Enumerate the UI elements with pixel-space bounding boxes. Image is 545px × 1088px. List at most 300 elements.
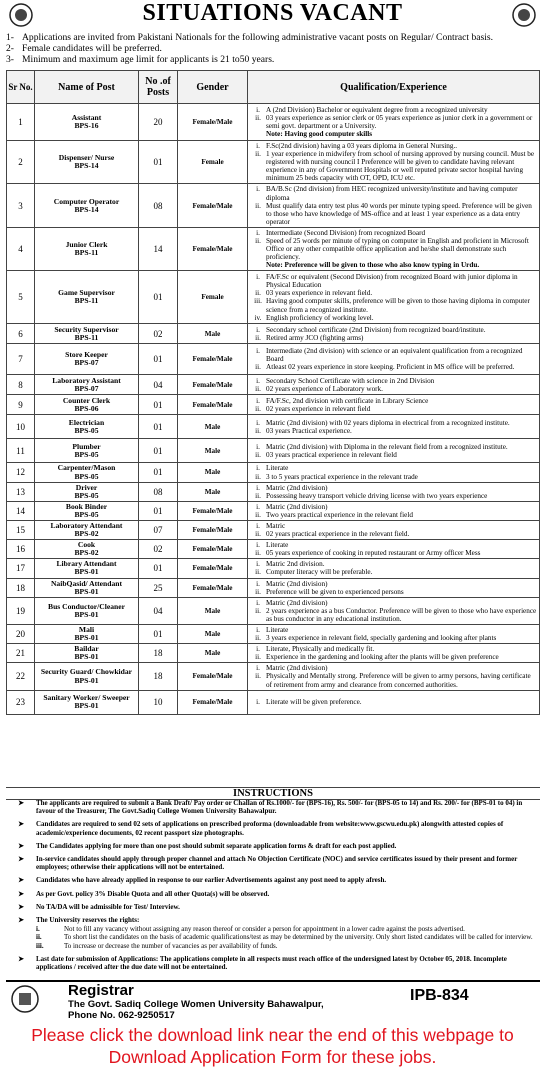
table-row [7,644,540,663]
post-count: 01 [139,344,178,375]
post-title: Junior Clerk [65,240,108,250]
sr-number: 9 [7,395,35,415]
post-count: 01 [139,501,178,520]
gender: Female/Male [178,501,248,520]
download-note: Please click the download link near the end of this webpage to Download Application Form for these jobs. [31,1025,514,1067]
post-name [35,463,139,482]
sr-number: 11 [7,439,35,463]
post-name [35,395,139,415]
post-bps: BPS-14 [74,204,99,214]
instruction-item [6,890,540,898]
post-count: 20 [139,104,178,141]
qualification-text: FA/F.Sc or equivalent (Second Division) from recognized Board with junior diploma in Physical Education [266,273,518,290]
arrow-icon: ➤ [18,954,24,963]
post-bps: BPS-05 [74,471,99,481]
post-title: Laboratory Assistant [52,375,121,385]
qualification-number: iv. [254,313,262,322]
qualification-text: A (2nd Division) Bachelor or equivalent degree from a recognized university [266,105,488,114]
table-row [7,395,540,415]
gender: Female/Male [178,663,248,690]
qualification [248,104,540,141]
qualification-text: Literate [266,626,289,634]
qualification-item [250,289,537,297]
sr-number: 17 [7,559,35,578]
qualification [248,625,540,644]
post-count: 18 [139,644,178,663]
instruction-text: Last date for submission of Applications: The applications complete in all respects must reach office of the undersigned latest by October 05, 2018. Incomplete applications / received after the due date will not be entertained. [36,954,507,972]
qualification-text: Computer literacy will be preferable. [266,568,373,577]
qualification-number: ii. [255,201,261,210]
qualification-number: ii. [255,549,261,558]
qualification-text: Matric (2nd division) [266,579,328,588]
post-name [35,227,139,270]
qualification-text: F.Sc(2nd division) having a 03 years diploma in General Nursing.. [266,142,458,150]
instruction-item [6,820,540,836]
qualification-number: i. [256,376,260,385]
post-title: Assistant [71,112,102,122]
qualification-number: i. [256,325,260,334]
right-text: To increase or decrease the number of vacancies as per availability of funds. [64,941,278,950]
qualification-item [250,607,537,623]
gender: Female/Male [178,184,248,227]
instruction-item [6,916,540,924]
gender: Female/Male [178,520,248,539]
qualification-item [250,541,537,549]
qualification-number: ii. [255,653,261,662]
post-name [35,415,139,439]
qualification-text: 03 years practical experience in relevant field [266,450,397,459]
col-header-post: Name of Post [35,71,139,104]
qualification-item [250,492,537,500]
post-count: 07 [139,520,178,539]
post-count: 08 [139,184,178,227]
col-header-sr: Sr No. [7,71,35,104]
post-count: 01 [139,439,178,463]
post-name [35,439,139,463]
phone-number: Phone No. 062-9250517 [68,1010,175,1021]
qualification-text: 1 year experience in midwifery from school of nursing approved by nursing council. Must be registered with nursing council I Preference will be given to candidate having relevant experience in any of Government Hospitals or well reputed private sector hospital having minimum 25 beds capacity with OT, OPD, ICU etc. [266,150,535,183]
instruction-item [6,799,540,815]
intro-item [6,32,540,43]
instruction-item [6,876,540,884]
qualification-text: Matric (2nd division) with Diploma in the relevant field from a recognized institute. [266,442,508,451]
post-title: Counter Clerk [62,395,111,405]
gender: Female/Male [178,540,248,559]
qualification [248,141,540,184]
post-count: 02 [139,540,178,559]
qualification-number: i. [256,142,260,150]
qualification-text: Must qualify data entry test plus 40 words per minute typing speed. Preference will be given to those who have knowledge of MS-office and at least 1 year experience as a data entry operator [266,201,532,226]
sr-number: 4 [7,227,35,270]
post-bps: BPS-01 [74,652,99,662]
col-header-gender: Gender [178,71,248,104]
qualification-text: BA/B.Sc (2nd division) from HEC recognized university/institute and having computer diploma [266,185,518,202]
sr-number: 7 [7,344,35,375]
arrow-icon: ➤ [18,820,24,829]
qualification-number: i. [256,185,260,194]
table-row [7,501,540,520]
post-bps: BPS-14 [74,161,99,171]
gender: Male [178,463,248,482]
right-text: Not to fill any vacancy without assigning any reason thereof or consider a person for appointment in a lower cadre against the posts advertised. [64,925,465,934]
table-row [7,663,540,690]
gender: Female [178,271,248,324]
qualification-item [250,377,537,385]
post-name [35,141,139,184]
qualification-text: Retired army JCO (fighting arms) [266,333,364,342]
post-bps: BPS-11 [74,296,99,306]
qualification-item [250,549,537,557]
right-number: iii. [36,941,44,950]
qualification-item [250,106,537,114]
qualification-item [250,229,537,237]
qualification-number: i. [256,483,260,492]
qualification-text: Experience in the gardening and looking after the plants will be given preference [266,653,499,662]
qualification-number: i. [256,228,260,237]
qualification [248,663,540,690]
qualification-number: i. [256,541,260,550]
qualification [248,344,540,375]
post-title: Electrician [68,417,105,427]
qualification-note: Note: Having good computer skills [266,130,373,139]
qualification-number: i. [256,464,260,473]
intro-number: 2- [6,43,14,55]
post-name [35,644,139,663]
qualification-number: i. [256,273,260,282]
right-text: To short list the candidates on the basis of academic qualifications/test as may be determined by the university. Only short listed candidates will be called for interview. [64,933,533,942]
post-bps: BPS-01 [74,609,99,619]
post-title: Sanitary Worker/ Sweeper [43,693,130,703]
qualification-text: Physically and Mentally strong. Preference will be given to army persons, having certificate of retirement from army and clearance from concerned authorities. [266,672,531,689]
qualification-number: ii. [255,333,261,342]
sr-number: 14 [7,501,35,520]
qualification-number: i. [256,105,260,114]
table-row [7,520,540,539]
post-name [35,559,139,578]
qualification [248,597,540,624]
intro-item [6,43,540,54]
gender: Male [178,597,248,624]
post-title: Mali [78,625,95,634]
post-count: 01 [139,395,178,415]
qualification-number: i. [256,560,260,569]
gender: Female/Male [178,104,248,141]
punjab-emblem-icon [511,2,537,28]
qualification-item [250,314,537,322]
post-title: Cook [77,540,96,550]
gender: Female/Male [178,559,248,578]
qualification [248,578,540,597]
qualification-text: Atleast 02 years experience in store keeping. Proficient in MS office will be preferred. [266,363,515,372]
instruction-text: The applicants are required to submit a Bank Draft/ Pay order or Challan of Rs.1000/- for (BPS-16), Rs. 500/- for (BPS-05 to 14) and Rs. 200/- for (BPS-01 to 04) in favour of the Treasurer, The Govt.Sadiq College Women University Bahawalpur. [36,799,523,816]
post-count: 04 [139,597,178,624]
sr-number: 16 [7,540,35,559]
gender: Female/Male [178,227,248,270]
qualification-number: i. [256,521,260,530]
qualification-item [250,473,537,481]
qualification-item [250,568,537,576]
post-count: 02 [139,324,178,344]
header [0,0,545,34]
qualification-number: ii. [255,426,261,435]
table-row [7,540,540,559]
sr-number: 12 [7,463,35,482]
sr-number: 3 [7,184,35,227]
post-bps: BPS-16 [74,121,99,130]
gender: Female [178,141,248,184]
post-title: Bus Conductor/Cleaner [48,601,125,611]
post-name [35,578,139,597]
qualification-text: 03 years experience in relevant field. [266,289,373,298]
gender: Male [178,439,248,463]
qualification-text: 3 years experience in relevant field, specially gardening and looking after plants [266,634,497,643]
qualification-number: ii. [255,568,261,577]
intro-text: Female candidates will be preferred. [22,43,162,55]
intro-item [6,54,540,65]
qualification-number: i. [256,664,260,673]
instruction-text: Candidates are required to send 02 sets of applications on prescribed proforma (downloadable from website:www.gscwu.edu.pk) alongwith attested copies of academic/experience documents, 02 recent passport size photographs. [36,820,504,837]
university-name: The Govt. Sadiq College Women University Bahawalpur, [68,999,324,1010]
qualification-number: i. [256,396,260,405]
table-row [7,625,540,644]
qualification-text: English proficiency of working level. [266,313,374,322]
qualification-text: 02 years experience in relevant field [266,404,371,413]
table-row [7,184,540,227]
right-number: ii. [36,933,42,942]
qualification-number: ii. [255,363,261,372]
qualification [248,271,540,324]
qualification-text: Two years practical experience in the relevant field [266,510,413,519]
vacancies-table [6,70,540,715]
qualification-number: ii. [255,606,261,615]
qualification-number: ii. [255,289,261,298]
qualification-number: i. [256,502,260,511]
qualification-item [250,484,537,492]
post-count: 01 [139,463,178,482]
qualification-item [250,347,537,363]
qualification-text: Matric (2nd division) with 02 years diploma in electrical from a recognized institute. [266,418,510,427]
table-row [7,104,540,141]
instruction-item [6,855,540,871]
qualification-number: ii. [255,472,261,481]
post-bps: BPS-06 [74,403,99,413]
qualification [248,184,540,227]
table-row [7,415,540,439]
qualification-item [250,273,537,289]
intro-text: Applications are invited from Pakistani Nationals for the following administrative vacant posts on Regular/ Contract basis. [22,32,494,43]
post-count: 04 [139,375,178,395]
post-count: 18 [139,663,178,690]
gender: Male [178,482,248,501]
post-name [35,501,139,520]
qualification-text: 05 years experience of cooking in reputed restaurant or Army officer Mess [266,549,481,558]
post-name [35,184,139,227]
gender: Male [178,644,248,663]
post-title: NaibQasid/ Attendant [50,578,123,588]
qualification-text: 03 years experience as senior clerk or 05 years experience as junior clerk in a government or semi govt. department or a University. [266,113,533,130]
post-bps: BPS-02 [74,548,99,558]
gender: Female/Male [178,578,248,597]
table-row [7,271,540,324]
post-name [35,375,139,395]
post-bps: BPS-01 [74,675,99,685]
qualification-text: Matric 2nd division. [266,560,325,569]
table-header-row [7,71,540,104]
qualification [248,324,540,344]
gender: Male [178,324,248,344]
post-title: Plumber [72,441,101,451]
sr-number: 18 [7,578,35,597]
ipb-code: IPB-834 [410,987,469,1004]
post-count: 01 [139,625,178,644]
qualification-item [250,363,537,371]
qualification-text: Matric (2nd division) [266,598,328,607]
qualification-note: Note: Preference will be given to those who also know typing in Urdu. [266,261,480,270]
qualification-item [250,385,537,393]
qualification-text: 3 to 5 years practical experience in the relevant trade [266,472,418,481]
qualification [248,559,540,578]
post-name [35,482,139,501]
qualification-text: 02 years experience of Laboratory work. [266,384,383,393]
qualification-number: i. [256,442,260,451]
arrow-icon: ➤ [18,902,24,911]
post-name [35,271,139,324]
sr-number: 19 [7,597,35,624]
qualification-text: Intermediate (2nd division) with science or an equivalent qualification from a recognized Board [266,347,523,364]
sr-number: 22 [7,663,35,690]
col-header-posts: No .of Posts [139,71,178,104]
qualification-text: Literate [266,541,289,550]
post-name [35,344,139,375]
gender: Female/Male [178,375,248,395]
post-title: Game Supervisor [58,288,115,298]
post-bps: BPS-05 [74,490,99,500]
post-name [35,520,139,539]
post-title: Dispenser/ Nurse [58,153,115,163]
qualification-item [250,503,537,511]
qualification-item [250,664,537,672]
qualification-number: ii. [255,587,261,596]
post-title: Carpenter/Mason [57,463,116,473]
sr-number: 13 [7,482,35,501]
post-name [35,625,139,644]
arrow-icon: ➤ [18,889,24,898]
qualification-item [250,580,537,588]
qualification-text: Secondary School Certificate with science in 2nd Division [266,376,435,385]
post-bps: BPS-02 [74,529,99,539]
instruction-item [6,903,540,911]
qualification-item [250,653,537,661]
post-bps: BPS-01 [74,586,99,596]
post-name [35,690,139,714]
post-title: Baildar [74,644,99,654]
right-item [36,925,540,933]
table-row [7,344,540,375]
post-name [35,540,139,559]
table-row [7,482,540,501]
qualification-number: iii. [254,297,262,306]
post-bps: BPS-07 [74,358,99,368]
post-bps: BPS-01 [74,701,99,711]
col-header-qualification: Qualification/Experience [248,71,540,104]
post-count: 10 [139,690,178,714]
post-count: 01 [139,271,178,324]
qualification-item [250,150,537,182]
table-row [7,324,540,344]
qualification-item [250,451,537,459]
post-title: Library Attendant [56,559,117,569]
post-name [35,324,139,344]
table-row [7,375,540,395]
qualification-text: Literate [266,464,289,473]
post-title: Driver [75,482,98,492]
qualification-item [250,326,537,334]
qualification-number: ii. [255,634,261,643]
post-bps: BPS-01 [74,633,99,643]
qualification-text: FA/F.Sc, 2nd division with certificate in Library Science [266,396,429,405]
table-row [7,559,540,578]
post-name [35,663,139,690]
post-title: Security Guard/ Chowkidar [40,667,133,677]
qualification-text: Matric (2nd division) [266,483,328,492]
arrow-icon: ➤ [18,916,24,925]
qualification-item [250,634,537,642]
qualification [248,463,540,482]
qualification [248,644,540,663]
post-bps: BPS-11 [74,332,99,342]
qualification-number: i. [256,579,260,588]
qualification-number: i. [256,347,260,356]
post-name [35,597,139,624]
post-title: Store Keeper [65,350,108,360]
sr-number: 15 [7,520,35,539]
qualification-number: ii. [255,450,261,459]
qualification-item [250,443,537,451]
post-bps: BPS-05 [74,509,99,519]
instruction-text: As per Govt. policy 3% Disable Quota and all other Quota(s) will be observed. [36,889,270,898]
qualification-item [250,530,537,538]
qualification-text: Matric [266,521,286,530]
instructions-title: INSTRUCTIONS [6,787,540,800]
post-bps: BPS-07 [74,383,99,393]
gender: Female/Male [178,344,248,375]
qualification-text: Having good computer skills, preference will be given to those having diploma in computer science from a recognized institute. [266,297,530,314]
qualification-item [250,427,537,435]
qualification-item [250,237,537,261]
qualification [248,395,540,415]
qualification-number: ii. [255,672,261,681]
qualification-text: Literate, Physically and medically fit. [266,645,375,654]
qualification-item [250,672,537,688]
qualification-item [250,588,537,596]
post-count: 01 [139,415,178,439]
qualification-item [250,511,537,519]
post-count: 01 [139,559,178,578]
sr-number: 6 [7,324,35,344]
gender: Male [178,625,248,644]
gender: Male [178,415,248,439]
qualification [248,501,540,520]
post-title: Security Supervisor [54,324,119,334]
qualification [248,227,540,270]
qualification-item [250,560,537,568]
gender: Female/Male [178,690,248,714]
qualification-item [250,202,537,226]
instruction-item [6,955,540,971]
instruction-item [6,842,540,850]
qualification-item [250,599,537,607]
sr-number: 1 [7,104,35,141]
